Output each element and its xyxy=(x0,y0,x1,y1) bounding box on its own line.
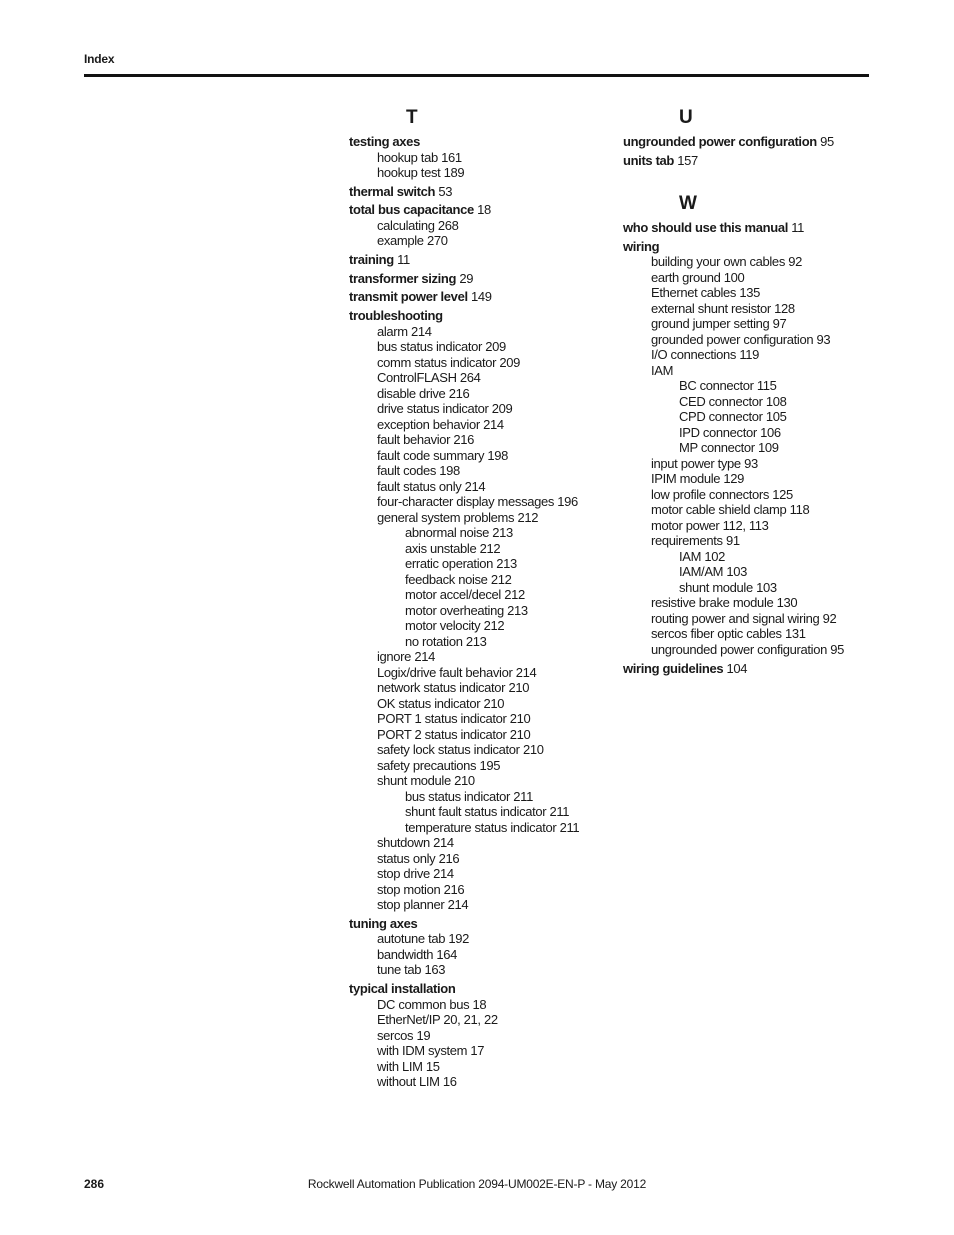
entry-term: CPD connector xyxy=(679,409,763,425)
index-entry xyxy=(349,134,609,150)
entry-term: exception behavior xyxy=(377,416,480,432)
index-entry xyxy=(623,285,883,301)
index-entry xyxy=(349,479,609,495)
entry-term: motor overheating xyxy=(405,602,504,618)
entry-pages: 100 xyxy=(723,269,745,285)
index-entry xyxy=(349,271,609,287)
index-entry xyxy=(623,611,883,627)
entry-pages: 105 xyxy=(765,409,787,425)
entry-term: stop drive xyxy=(377,866,430,882)
entry-pages: 19 xyxy=(416,1027,431,1043)
entry-term: typical installation xyxy=(349,981,456,996)
entry-pages: 210 xyxy=(522,742,544,758)
entry-term: hookup tab xyxy=(377,149,438,165)
entry-term: drive status indicator xyxy=(377,401,489,417)
index-entry xyxy=(623,409,883,425)
entry-pages: 209 xyxy=(491,401,513,417)
index-entry xyxy=(623,580,883,596)
entry-pages: 213 xyxy=(496,556,517,572)
entry-pages: 163 xyxy=(424,962,446,978)
entry-pages: 106 xyxy=(760,424,781,440)
entry-term: IAM xyxy=(651,362,674,378)
entry-pages: 264 xyxy=(459,370,481,386)
entry-term: ungrounded power configuration xyxy=(651,641,827,657)
page-number: 286 xyxy=(84,1177,105,1191)
index-entry xyxy=(349,525,609,541)
entry-pages: 17 xyxy=(470,1043,485,1058)
index-entry xyxy=(349,916,609,932)
entry-term: tuning axes xyxy=(349,915,418,931)
entry-pages: 161 xyxy=(441,149,462,165)
entry-term: fault behavior xyxy=(377,432,451,448)
index-section xyxy=(349,106,609,1090)
entry-term: low profile connectors xyxy=(651,486,770,502)
entry-list xyxy=(623,134,883,168)
entry-pages: 211 xyxy=(559,819,580,835)
entry-term: requirements xyxy=(651,533,723,549)
entry-term: shunt module xyxy=(377,773,451,789)
entry-pages: 213 xyxy=(507,602,528,618)
index-entry xyxy=(349,981,609,997)
index-entry xyxy=(349,541,609,557)
entry-pages: 92 xyxy=(822,610,837,626)
index-entry xyxy=(349,1028,609,1044)
index-entry xyxy=(623,471,883,487)
entry-pages: 119 xyxy=(739,347,760,363)
publication-id: Rockwell Automation Publication 2094-UM002E-EN-P - May 2012 xyxy=(307,1177,647,1191)
entry-term: motor power xyxy=(651,517,720,533)
index-entry xyxy=(623,425,883,441)
section-letter: W xyxy=(679,193,697,215)
entry-list xyxy=(623,220,883,676)
entry-pages: 29 xyxy=(459,270,474,286)
index-entry xyxy=(349,165,609,181)
index-entry xyxy=(349,603,609,619)
entry-term: IPIM module xyxy=(651,471,721,487)
entry-pages: 216 xyxy=(453,432,475,448)
entry-term: total bus capacitance xyxy=(349,202,474,218)
entry-pages: 211 xyxy=(549,804,570,820)
index-entry xyxy=(349,804,609,820)
entry-term: BC connector xyxy=(679,378,754,394)
index-entry xyxy=(623,502,883,518)
entry-pages: 214 xyxy=(411,323,432,339)
index-entry xyxy=(349,649,609,665)
section-letter: T xyxy=(406,107,418,128)
index-entry xyxy=(623,363,883,379)
entry-term: calculating xyxy=(377,217,435,233)
entry-term: units tab xyxy=(623,152,675,168)
index-entry xyxy=(349,866,609,882)
index-entry xyxy=(349,218,609,234)
entry-term: external shunt resistor xyxy=(651,300,771,316)
entry-term: stop motion xyxy=(377,881,441,897)
entry-term: temperature status indicator xyxy=(405,819,557,835)
index-section xyxy=(623,106,883,168)
index-entry xyxy=(623,518,883,534)
entry-pages: 214 xyxy=(515,664,537,680)
index-entry xyxy=(349,417,609,433)
entry-pages: 210 xyxy=(508,680,530,696)
publication-footer xyxy=(0,1177,954,1191)
entry-pages: 216 xyxy=(448,385,470,401)
entry-term: bandwidth xyxy=(377,946,434,962)
entry-term: safety lock status indicator xyxy=(377,742,520,758)
index-entry xyxy=(349,324,609,340)
entry-term: shutdown xyxy=(377,835,430,851)
index-entry xyxy=(349,494,609,510)
entry-pages: 212 xyxy=(490,571,512,587)
index-entry xyxy=(349,432,609,448)
entry-pages: 18 xyxy=(477,202,491,218)
index-entry xyxy=(349,1043,609,1059)
index-entry xyxy=(349,587,609,603)
entry-pages: 214 xyxy=(464,478,486,494)
entry-pages: 216 xyxy=(443,881,465,897)
entry-pages: 214 xyxy=(447,897,469,913)
entry-pages: 195 xyxy=(479,757,501,773)
entry-pages: 95 xyxy=(830,641,845,657)
index-entry xyxy=(623,378,883,394)
index-entry xyxy=(623,595,883,611)
index-entry xyxy=(349,1074,609,1090)
entry-term: training xyxy=(349,252,394,268)
entry-pages: 125 xyxy=(772,486,793,502)
entry-pages: 93 xyxy=(744,455,758,471)
entry-term: IPD connector xyxy=(679,424,757,440)
entry-pages: 210 xyxy=(483,695,505,711)
entry-term: input power type xyxy=(651,455,741,471)
entry-term: motor accel/decel xyxy=(405,587,501,603)
index-entry xyxy=(623,564,883,580)
index-entry xyxy=(623,487,883,503)
index-entry xyxy=(349,665,609,681)
index-entry xyxy=(623,254,883,270)
entry-term: earth ground xyxy=(651,269,721,285)
entry-term: comm status indicator xyxy=(377,354,497,370)
entry-term: feedback noise xyxy=(405,571,488,587)
entry-term: shunt module xyxy=(679,579,753,595)
index-column-right xyxy=(623,106,883,676)
entry-term: I/O connections xyxy=(651,347,737,363)
entry-term: general system problems xyxy=(377,509,515,525)
index-entry xyxy=(349,634,609,650)
entry-pages: 157 xyxy=(677,152,698,168)
index-entry xyxy=(623,394,883,410)
entry-pages: 214 xyxy=(433,835,454,851)
entry-term: disable drive xyxy=(377,385,446,401)
entry-term: fault codes xyxy=(377,463,437,479)
entry-pages: 210 xyxy=(509,711,531,727)
entry-pages: 189 xyxy=(443,165,465,180)
entry-term: who should use this manual xyxy=(623,220,788,236)
index-entry xyxy=(349,962,609,978)
entry-term: ground jumper setting xyxy=(651,316,770,332)
index-entry xyxy=(349,252,609,268)
index-entry xyxy=(623,220,883,236)
entry-pages: 198 xyxy=(439,463,460,479)
entry-pages: 95 xyxy=(820,134,834,149)
entry-pages: 129 xyxy=(723,471,745,487)
index-entry xyxy=(349,727,609,743)
index-entry xyxy=(349,758,609,774)
entry-pages: 149 xyxy=(470,289,492,305)
index-entry xyxy=(349,308,609,324)
entry-pages: 135 xyxy=(739,285,760,301)
index-entry xyxy=(349,835,609,851)
entry-term: transmit power level xyxy=(349,289,468,305)
entry-pages: 97 xyxy=(772,316,787,332)
index-entry xyxy=(623,533,883,549)
entry-term: tune tab xyxy=(377,962,422,978)
index-entry xyxy=(349,233,609,249)
index-entry xyxy=(349,1012,609,1028)
entry-pages: 213 xyxy=(465,633,487,649)
entry-pages: 104 xyxy=(726,660,748,676)
entry-pages: 103 xyxy=(726,564,748,580)
index-entry xyxy=(623,239,883,255)
entry-pages: 53 xyxy=(438,183,453,199)
entry-term: motor cable shield clamp xyxy=(651,502,787,518)
index-entry xyxy=(623,440,883,456)
entry-pages: 11 xyxy=(791,220,805,236)
entry-pages: 118 xyxy=(789,502,810,518)
index-entry xyxy=(623,332,883,348)
index-entry xyxy=(349,370,609,386)
entry-term: autotune tab xyxy=(377,931,446,947)
index-entry xyxy=(623,316,883,332)
entry-term: wiring guidelines xyxy=(623,660,724,676)
entry-term: PORT 2 status indicator xyxy=(377,726,507,742)
entry-term: fault code summary xyxy=(377,447,485,463)
index-entry xyxy=(349,289,609,305)
entry-term: routing power and signal wiring xyxy=(651,610,820,626)
entry-pages: 109 xyxy=(758,440,779,456)
entry-term: with IDM system xyxy=(377,1043,468,1058)
entry-term: MP connector xyxy=(679,440,755,456)
index-column-left xyxy=(349,106,609,1090)
entry-term: transformer sizing xyxy=(349,270,457,286)
entry-term: network status indicator xyxy=(377,680,506,696)
index-entry xyxy=(349,556,609,572)
entry-pages: 108 xyxy=(765,393,787,409)
index-entry xyxy=(349,510,609,526)
entry-term: bus status indicator xyxy=(377,339,483,355)
index-entry xyxy=(349,851,609,867)
entry-pages: 103 xyxy=(756,579,777,595)
index-entry xyxy=(349,947,609,963)
entry-term: hookup test xyxy=(377,165,441,180)
index-entry xyxy=(623,301,883,317)
entry-pages: 212 xyxy=(517,509,539,525)
entry-term: status only xyxy=(377,850,436,866)
entry-pages: 212 xyxy=(504,587,525,603)
entry-pages: 192 xyxy=(448,931,469,947)
entry-term: PORT 1 status indicator xyxy=(377,711,507,727)
entry-term: bus status indicator xyxy=(405,788,511,804)
entry-term: erratic operation xyxy=(405,556,493,572)
entry-term: DC common bus xyxy=(377,996,470,1012)
entry-term: grounded power configuration xyxy=(651,331,814,347)
entry-term: EtherNet/IP xyxy=(377,1012,441,1027)
index-entry xyxy=(349,572,609,588)
entry-pages: 196 xyxy=(557,494,578,510)
index-entry xyxy=(349,386,609,402)
entry-term: building your own cables xyxy=(651,254,785,270)
entry-pages: 15 xyxy=(425,1058,440,1074)
index-entry xyxy=(623,626,883,642)
entry-pages: 210 xyxy=(509,726,531,742)
entry-pages: 93 xyxy=(816,331,831,347)
index-entry xyxy=(349,184,609,200)
index-entry xyxy=(349,820,609,836)
section-letter: U xyxy=(679,107,693,128)
entry-pages: 20, 21, 22 xyxy=(443,1012,498,1027)
entry-pages: 209 xyxy=(499,354,520,370)
entry-pages: 212 xyxy=(483,618,505,634)
entry-pages: 128 xyxy=(774,300,795,316)
index-entry xyxy=(349,680,609,696)
index-entry xyxy=(349,742,609,758)
entry-pages: 130 xyxy=(776,595,798,611)
entry-term: IAM xyxy=(679,548,702,564)
index-entry xyxy=(349,202,609,218)
entry-pages: 270 xyxy=(426,233,448,249)
entry-term: sercos fiber optic cables xyxy=(651,626,782,642)
index-entry xyxy=(349,355,609,371)
index-entry xyxy=(623,549,883,565)
section-gap xyxy=(623,168,883,192)
entry-pages: 212 xyxy=(479,540,501,556)
entry-pages: 209 xyxy=(485,339,506,355)
entry-pages: 16 xyxy=(442,1074,457,1089)
index-entry xyxy=(349,997,609,1013)
entry-term: motor velocity xyxy=(405,618,481,634)
index-entry xyxy=(349,618,609,634)
index-entry xyxy=(349,1059,609,1075)
entry-term: testing axes xyxy=(349,134,420,149)
index-entry xyxy=(349,931,609,947)
index-entry xyxy=(349,150,609,166)
entry-term: thermal switch xyxy=(349,183,436,199)
entry-pages: 211 xyxy=(513,788,533,804)
entry-term: shunt fault status indicator xyxy=(405,804,547,820)
entry-term: sercos xyxy=(377,1027,414,1043)
index-entry xyxy=(349,463,609,479)
index-entry xyxy=(349,401,609,417)
index-entry xyxy=(349,773,609,789)
index-entry xyxy=(349,339,609,355)
index-entry xyxy=(623,661,883,677)
entry-term: ungrounded power configuration xyxy=(623,134,817,149)
entry-term: example xyxy=(377,233,424,249)
index-entry xyxy=(623,456,883,472)
entry-term: troubleshooting xyxy=(349,308,443,324)
entry-pages: 214 xyxy=(433,866,454,882)
running-header: Index xyxy=(84,52,115,66)
entry-term: safety precautions xyxy=(377,757,477,773)
entry-term: CED connector xyxy=(679,393,763,409)
index-entry xyxy=(349,882,609,898)
entry-pages: 115 xyxy=(756,378,777,394)
entry-list xyxy=(349,134,609,1090)
entry-pages: 216 xyxy=(438,850,460,866)
entry-term: no rotation xyxy=(405,633,463,649)
index-entry xyxy=(349,696,609,712)
entry-pages: 214 xyxy=(414,649,435,665)
entry-pages: 198 xyxy=(487,447,509,463)
entry-pages: 91 xyxy=(725,533,740,549)
entry-term: IAM/AM xyxy=(679,564,724,580)
entry-term: four-character display messages xyxy=(377,494,555,510)
entry-pages: 112, 113 xyxy=(722,517,769,533)
entry-term: abnormal noise xyxy=(405,525,489,541)
entry-pages: 268 xyxy=(437,217,459,233)
entry-term: fault status only xyxy=(377,478,462,494)
entry-term: OK status indicator xyxy=(377,695,481,711)
index-entry xyxy=(623,642,883,658)
index-entry xyxy=(623,153,883,169)
entry-pages: 131 xyxy=(784,626,806,642)
entry-pages: 214 xyxy=(483,416,504,432)
entry-term: stop planner xyxy=(377,897,445,913)
entry-pages: 18 xyxy=(472,996,487,1012)
index-entry xyxy=(349,711,609,727)
entry-pages: 11 xyxy=(397,252,410,268)
index-entry xyxy=(349,789,609,805)
entry-pages: 210 xyxy=(454,773,475,789)
entry-term: resistive brake module xyxy=(651,595,774,611)
header-rule xyxy=(84,74,869,77)
index-entry xyxy=(623,270,883,286)
index-entry xyxy=(349,448,609,464)
entry-term: without LIM xyxy=(377,1074,440,1089)
entry-pages: 213 xyxy=(492,525,513,541)
entry-term: ignore xyxy=(377,649,412,665)
entry-pages: 92 xyxy=(788,254,802,270)
entry-pages: 102 xyxy=(704,548,725,564)
entry-term: axis unstable xyxy=(405,540,477,556)
index-entry xyxy=(623,347,883,363)
index-section xyxy=(623,192,883,676)
entry-term: Ethernet cables xyxy=(651,285,737,301)
entry-term: Logix/drive fault behavior xyxy=(377,664,513,680)
entry-term: ControlFLASH xyxy=(377,370,457,386)
index-entry xyxy=(349,897,609,913)
index-entry xyxy=(623,134,883,150)
entry-term: wiring xyxy=(623,238,660,254)
entry-term: alarm xyxy=(377,323,408,339)
entry-term: with LIM xyxy=(377,1058,423,1074)
entry-pages: 164 xyxy=(436,946,458,962)
